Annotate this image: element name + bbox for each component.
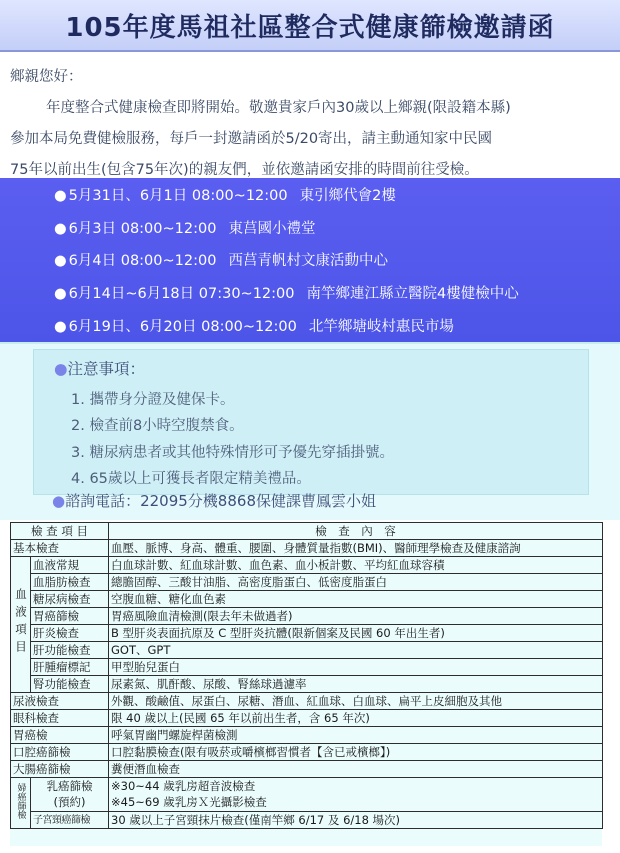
exam-item: 乳癌篩檢 (31, 778, 109, 795)
exam-item: 口腔癌篩檢 (11, 744, 109, 761)
header-content: 檢 查 內 容 (109, 523, 603, 540)
exam-item: 肝炎檢查 (31, 625, 109, 642)
exam-content: 甲型胎兒蛋白 (109, 659, 603, 676)
intro-line-2: 參加本局免費健檢服務，每戶一封邀請函於5/20寄出，請主動通知家中民國 (10, 131, 493, 147)
exam-item: 大腸癌篩檢 (11, 761, 109, 778)
schedule-place: 東引鄉代會2樓 (299, 188, 396, 204)
exam-item: 肝功能檢查 (31, 642, 109, 659)
category-blood: 血液項目 (11, 557, 31, 693)
exam-content: 糞便潛血檢查 (109, 761, 603, 778)
table-row (11, 659, 603, 676)
bullet-icon: ● (52, 492, 66, 510)
note-item: 2. 檢查前8小時空腹禁食。 (71, 418, 244, 434)
exam-item: 腎功能檢查 (31, 676, 109, 693)
exam-content: 呼氣胃幽門螺旋桿菌檢測 (109, 727, 603, 744)
exam-content: 30 歲以上子宮頸抹片檢查(僅南竿鄉 6/17 及 6/18 場次) (109, 812, 603, 829)
schedule-item (54, 184, 396, 208)
schedule-item (54, 315, 454, 339)
exam-content: 外觀、酸鹼值、尿蛋白、尿糖、潛血、紅血球、白血球、扁平上皮細胞及其他 (109, 693, 603, 710)
exam-item: 基本檢查 (11, 540, 109, 557)
table-row (11, 676, 603, 693)
bullet-icon: ● (54, 286, 67, 302)
exam-item: 血脂肪檢查 (31, 574, 109, 591)
table-row (11, 761, 603, 778)
schedule-date: 5月31日、6月1日 08:00~12:00 (68, 188, 288, 204)
notes-section (0, 342, 620, 520)
contact-phone: ●諮詢電話：22095分機8868保健課曹鳳雲小姐 (52, 492, 376, 510)
table-row (11, 540, 603, 557)
table-row (11, 744, 603, 761)
exam-item: 糖尿病檢查 (31, 591, 109, 608)
note-item: 3. 糖尿病患者或其他特殊情形可予優先穿插掛號。 (71, 445, 394, 461)
exam-content: 白血球計數、紅血球計數、血色素、血小板計數、平均紅血球容積 (109, 557, 603, 574)
bullet-icon: ● (54, 360, 68, 378)
exam-content: GOT、GPT (109, 642, 603, 659)
exam-content: 總膽固醇、三酸甘油脂、高密度脂蛋白、低密度脂蛋白 (109, 574, 603, 591)
exam-content: ※45~69 歲乳房Ｘ光攝影檢查 (109, 795, 603, 812)
bullet-icon: ● (54, 253, 67, 269)
exam-content: ※30~44 歲乳房超音波檢查 (109, 778, 603, 795)
table-row (11, 625, 603, 642)
exam-content: 胃癌風險血清檢測(限去年未做過者) (109, 608, 603, 625)
table-row (11, 778, 603, 795)
exam-content: 尿素氮、肌酐酸、尿酸、腎絲球過濾率 (109, 676, 603, 693)
intro-line-1: 年度整合式健康檢查即將開始。敬邀貴家戶內30歲以上鄉親(限設籍本縣) (46, 100, 511, 116)
exam-item: 胃癌篩檢 (31, 608, 109, 625)
schedule-date: 6月3日 08:00~12:00 (68, 221, 217, 237)
table-row (11, 608, 603, 625)
schedule-band (0, 178, 620, 342)
table-row (11, 710, 603, 727)
exam-item: 尿液檢查 (11, 693, 109, 710)
bullet-icon: ● (54, 319, 67, 335)
note-item: 4. 65歲以上可獲長者限定精美禮品。 (71, 471, 311, 487)
schedule-place: 南竿鄉連江縣立醫院4樓健檢中心 (306, 286, 519, 302)
exam-content: 空腹血糖、糖化血色素 (109, 591, 603, 608)
table-row (11, 812, 603, 829)
exam-item: (預約) (31, 795, 109, 812)
table-row (11, 727, 603, 744)
intro-line-3: 75年以前出生(包含75年次)的親友們，並依邀請函安排的時間前往受檢。 (10, 162, 479, 178)
exam-content: B 型肝炎表面抗原及 C 型肝炎抗體(限新個案及民國 60 年出生者) (109, 625, 603, 642)
table-header-row (11, 523, 603, 540)
page-title: 105年度馬祖社區整合式健康篩檢邀請函 (0, 0, 620, 52)
notes-box (33, 349, 589, 495)
category-women: 婦癌篩檢 (11, 778, 31, 829)
bullet-icon: ● (54, 221, 67, 237)
table-row (11, 642, 603, 659)
table-row (11, 693, 603, 710)
schedule-date: 6月4日 08:00~12:00 (68, 253, 217, 269)
table-row (11, 557, 603, 574)
schedule-item (54, 217, 315, 241)
exam-content: 限 40 歲以上(民國 65 年以前出生者，含 65 年次) (109, 710, 603, 727)
exam-table-container (10, 522, 602, 846)
schedule-place: 北竿鄉塘岐村惠民市場 (308, 319, 454, 335)
exam-table (10, 522, 603, 829)
exam-content: 口腔黏膜檢查(限有吸菸或嚼檳榔習慣者【含已戒檳榔】) (109, 744, 603, 761)
schedule-item (54, 282, 519, 306)
exam-item: 血液常規 (31, 557, 109, 574)
exam-item: 胃癌檢 (11, 727, 109, 744)
greeting: 鄉親您好： (10, 69, 83, 85)
table-row (11, 795, 603, 812)
intro-section (0, 52, 620, 178)
table-row (11, 574, 603, 591)
header-item: 檢 查 項 目 (11, 523, 109, 540)
bullet-icon: ● (54, 188, 67, 204)
schedule-place: 西莒青帆村文康活動中心 (228, 253, 388, 269)
notes-heading: ●注意事項： (54, 360, 146, 378)
schedule-date: 6月14日~6月18日 07:30~12:00 (68, 286, 295, 302)
schedule-date: 6月19日、6月20日 08:00~12:00 (68, 319, 297, 335)
note-item: 1. 攜帶身分證及健保卡。 (71, 392, 235, 408)
table-row (11, 591, 603, 608)
exam-item: 眼科檢查 (11, 710, 109, 727)
schedule-item (54, 249, 388, 273)
exam-content: 血壓、脈博、身高、體重、腰圍、身體質量指數(BMI)、醫師理學檢查及健康諮詢 (109, 540, 603, 557)
schedule-place: 東莒國小禮堂 (228, 221, 316, 237)
exam-item: 肝腫瘤標記 (31, 659, 109, 676)
exam-item: 子宮頸癌篩檢 (31, 812, 109, 829)
